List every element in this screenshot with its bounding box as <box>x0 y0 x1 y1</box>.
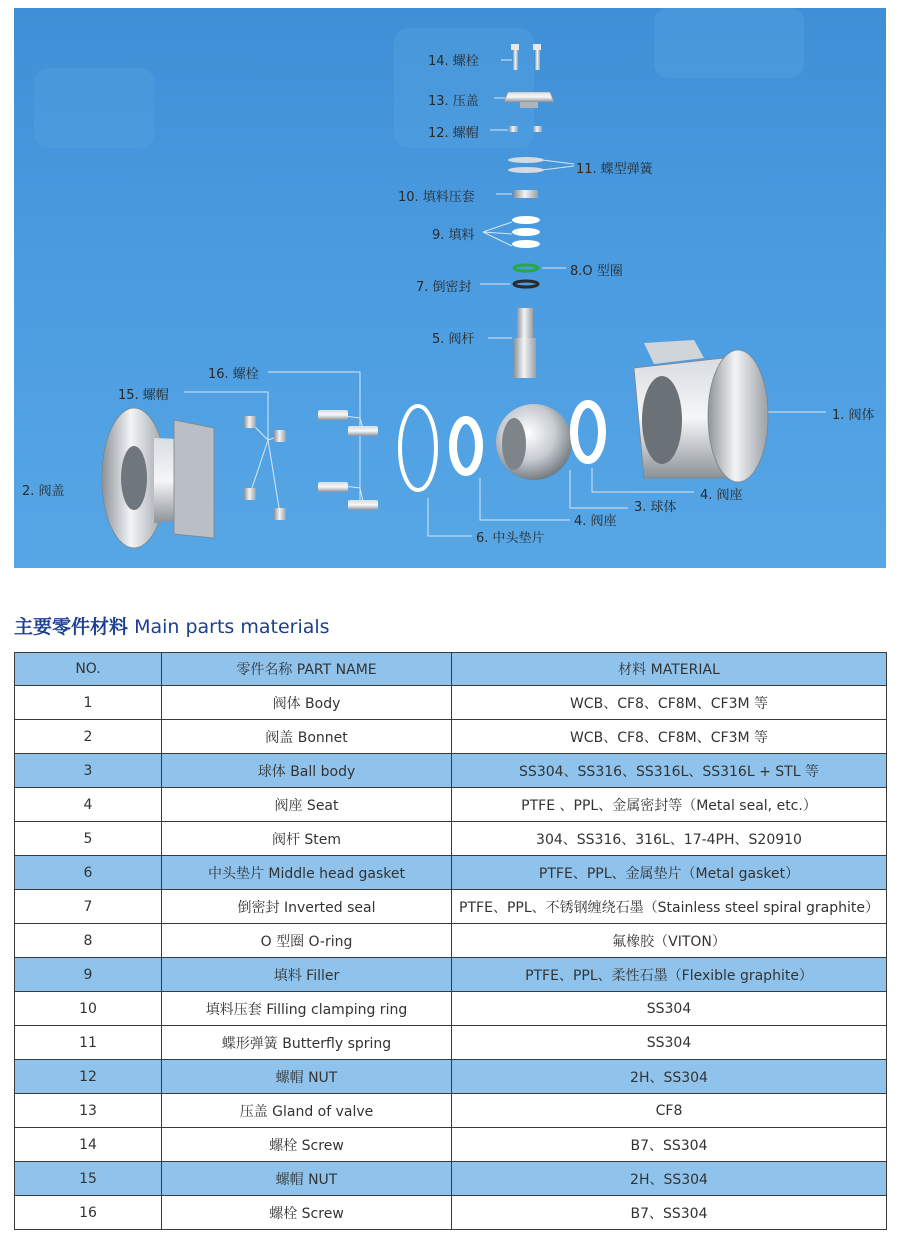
cell-no: 15 <box>15 1162 162 1196</box>
cell-part-name: 阀体 Body <box>162 686 452 720</box>
table-row <box>15 822 887 856</box>
cell-part-name: 球体 Ball body <box>162 754 452 788</box>
cell-part-name: 倒密封 Inverted seal <box>162 890 452 924</box>
cell-material: SS304 <box>452 992 887 1026</box>
cell-part-name: 螺栓 Screw <box>162 1128 452 1162</box>
cell-part-name: 中头垫片 Middle head gasket <box>162 856 452 890</box>
table-row <box>15 720 887 754</box>
callout-gland-13: 13. 压盖 <box>428 94 479 109</box>
section-title-cn: 主要零件材料 <box>14 616 129 638</box>
cell-no: 1 <box>15 686 162 720</box>
cell-part-name: 螺栓 Screw <box>162 1196 452 1230</box>
cell-part-name: 螺帽 NUT <box>162 1162 452 1196</box>
table-row <box>15 754 887 788</box>
table-row <box>15 1196 887 1230</box>
cell-material: B7、SS304 <box>452 1128 887 1162</box>
cell-no: 13 <box>15 1094 162 1128</box>
cell-material: B7、SS304 <box>452 1196 887 1230</box>
cell-no: 4 <box>15 788 162 822</box>
cell-material: WCB、CF8、CF8M、CF3M 等 <box>452 686 887 720</box>
table-row <box>15 788 887 822</box>
callout-seat-4-right: 4. 阀座 <box>700 488 743 503</box>
cell-material: 2H、SS304 <box>452 1060 887 1094</box>
table-row <box>15 890 887 924</box>
callout-nut-15: 15. 螺帽 <box>118 388 169 403</box>
cell-part-name: 阀杆 Stem <box>162 822 452 856</box>
callout-bonnet-2: 2. 阀盖 <box>22 484 65 499</box>
cell-material: SS304 <box>452 1026 887 1060</box>
cell-material: 2H、SS304 <box>452 1162 887 1196</box>
header-material: 材料 MATERIAL <box>452 653 887 686</box>
cell-part-name: 蝶形弹簧 Butterfly spring <box>162 1026 452 1060</box>
cell-part-name: 阀盖 Bonnet <box>162 720 452 754</box>
table-row <box>15 1128 887 1162</box>
cell-no: 7 <box>15 890 162 924</box>
callout-gasket-6: 6. 中头垫片 <box>476 531 545 546</box>
table-row <box>15 686 887 720</box>
cell-no: 8 <box>15 924 162 958</box>
materials-table-body <box>15 686 887 1230</box>
table-header-row <box>15 653 887 686</box>
header-part-name: 零件名称 PART NAME <box>162 653 452 686</box>
cell-no: 10 <box>15 992 162 1026</box>
cell-part-name: 填料 Filler <box>162 958 452 992</box>
cell-no: 2 <box>15 720 162 754</box>
callout-stem-5: 5. 阀杆 <box>432 332 475 347</box>
table-row <box>15 958 887 992</box>
cell-material: WCB、CF8、CF8M、CF3M 等 <box>452 720 887 754</box>
cell-part-name: 填料压套 Filling clamping ring <box>162 992 452 1026</box>
cell-material: PTFE、PPL、不锈钢缠绕石墨（Stainless steel spiral graphite） <box>452 890 887 924</box>
callout-ring-10: 10. 填料压套 <box>398 190 475 205</box>
table-row <box>15 924 887 958</box>
callout-ball-3: 3. 球体 <box>634 500 677 515</box>
table-row <box>15 1162 887 1196</box>
cell-no: 16 <box>15 1196 162 1230</box>
callout-packing-9: 9. 填料 <box>432 228 475 243</box>
callout-bolt-16: 16. 螺栓 <box>208 367 259 382</box>
table-row <box>15 1060 887 1094</box>
section-title <box>14 612 330 639</box>
cell-no: 3 <box>15 754 162 788</box>
callout-seal-7: 7. 倒密封 <box>416 280 472 295</box>
cell-no: 9 <box>15 958 162 992</box>
cell-part-name: 螺帽 NUT <box>162 1060 452 1094</box>
cell-no: 11 <box>15 1026 162 1060</box>
cell-material: CF8 <box>452 1094 887 1128</box>
cell-no: 14 <box>15 1128 162 1162</box>
callout-spring-11: 11. 蝶型弹簧 <box>576 162 653 177</box>
callout-body-1: 1. 阀体 <box>832 408 875 423</box>
table-row <box>15 1094 887 1128</box>
cell-material: PTFE、PPL、柔性石墨（Flexible graphite） <box>452 958 887 992</box>
table-row <box>15 1026 887 1060</box>
cell-material: PTFE、PPL、金属垫片（Metal gasket） <box>452 856 887 890</box>
callout-nut-12: 12. 螺帽 <box>428 126 479 141</box>
materials-table <box>14 652 887 1230</box>
cell-part-name: 压盖 Gland of valve <box>162 1094 452 1128</box>
cell-material: 304、SS316、316L、17-4PH、S20910 <box>452 822 887 856</box>
section-title-en: Main parts materials <box>134 616 330 638</box>
callout-bolt-14: 14. 螺栓 <box>428 54 479 69</box>
cell-part-name: 阀座 Seat <box>162 788 452 822</box>
table-row <box>15 856 887 890</box>
callout-oring-8: 8.O 型圈 <box>570 264 623 279</box>
cell-material: PTFE 、PPL、金属密封等（Metal seal, etc.） <box>452 788 887 822</box>
table-row <box>15 992 887 1026</box>
exploded-valve-diagram <box>14 8 886 568</box>
cell-no: 6 <box>15 856 162 890</box>
cell-no: 5 <box>15 822 162 856</box>
header-no: NO. <box>15 653 162 686</box>
cell-part-name: O 型圈 O-ring <box>162 924 452 958</box>
cell-material: SS304、SS316、SS316L、SS316L + STL 等 <box>452 754 887 788</box>
callout-seat-4-left: 4. 阀座 <box>574 514 617 529</box>
cell-no: 12 <box>15 1060 162 1094</box>
cell-material: 氟橡胶（VITON） <box>452 924 887 958</box>
